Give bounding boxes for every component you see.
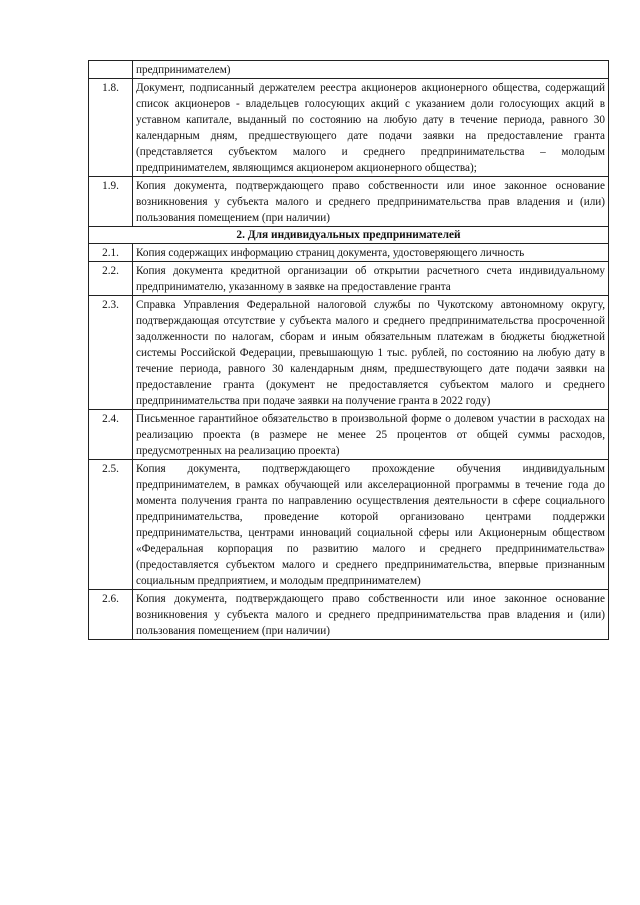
row-number: 2.1. — [89, 244, 133, 262]
section-title: 2. Для индивидуальных предпринимателей — [89, 227, 609, 244]
table-row — [89, 262, 609, 296]
row-number: 1.9. — [89, 177, 133, 227]
row-number: 2.4. — [89, 410, 133, 460]
table-row — [89, 61, 609, 79]
row-text: Справка Управления Федеральной налоговой службы по Чукотскому автономному округу, подтверждающая отсутствие у субъекта малого и среднего предпринимательства просроченной задолженности по налогам, сборам и иным обязательным платежам в бюджеты бюджетной системы Российской Федерации, превышающую 1 тыс. рублей, по состоянию на любую дату в течение периода, равного 30 календарным дням, предшествующего дате подачи заявки на предоставление гранта (документ не предоставляется субъектом малого и среднего предпринимательства при подаче заявки на получение гранта в 2022 году) — [133, 296, 609, 410]
row-number: 2.3. — [89, 296, 133, 410]
row-text: Документ, подписанный держателем реестра акционеров акционерного общества, содержащий список акционеров - владельцев голосующих акций с указанием доли голосующих акций в уставном капитале, выданный по состоянию на любую дату в течение периода, равного 30 календарным дням, предшествующего дате подачи заявки на предоставление гранта (представляется субъектом малого и среднего предпринимательства – молодым предпринимателем, являющимся акционером акционерного общества); — [133, 79, 609, 177]
table-row — [89, 79, 609, 177]
row-number: 1.8. — [89, 79, 133, 177]
table-row — [89, 296, 609, 410]
row-number — [89, 61, 133, 79]
documents-table — [88, 60, 609, 640]
table-row — [89, 460, 609, 590]
row-number: 2.2. — [89, 262, 133, 296]
row-number: 2.5. — [89, 460, 133, 590]
row-text: Копия содержащих информацию страниц документа, удостоверяющего личность — [133, 244, 609, 262]
row-text: предпринимателем) — [133, 61, 609, 79]
row-text: Письменное гарантийное обязательство в произвольной форме о долевом участии в расходах на реализацию проекта (в размере не менее 25 процентов от общей суммы расходов, предусмотренных на реализацию проекта) — [133, 410, 609, 460]
section-header-row — [89, 227, 609, 244]
table-row — [89, 590, 609, 640]
table-row — [89, 410, 609, 460]
row-text: Копия документа кредитной организации об открытии расчетного счета индивидуальному предпринимателю, указанному в заявке на предоставление гранта — [133, 262, 609, 296]
row-text: Копия документа, подтверждающего прохождение обучения индивидуальным предпринимателем, в рамках обучающей или акселерационной программы в течение года до момента получения гранта по направлению осуществления деятельности в сфере социального предпринимательства, проведение которой организовано центрами поддержки предпринимательства, центрами инноваций социальной сферы или Акционерным обществом «Федеральная корпорация по развитию малого и среднего предпринимательства» (предоставляется субъектом малого и среднего предпринимательства, впервые признанным социальным предприятием, и молодым предпринимателем) — [133, 460, 609, 590]
row-text: Копия документа, подтверждающего право собственности или иное законное основание возникновения у субъекта малого и среднего предпринимательства прав владения и (или) пользования помещением (при наличии) — [133, 590, 609, 640]
table-row — [89, 177, 609, 227]
row-number: 2.6. — [89, 590, 133, 640]
row-text: Копия документа, подтверждающего право собственности или иное законное основание возникновения у субъекта малого и среднего предпринимательства прав владения и (или) пользования помещением (при наличии) — [133, 177, 609, 227]
table-row — [89, 244, 609, 262]
